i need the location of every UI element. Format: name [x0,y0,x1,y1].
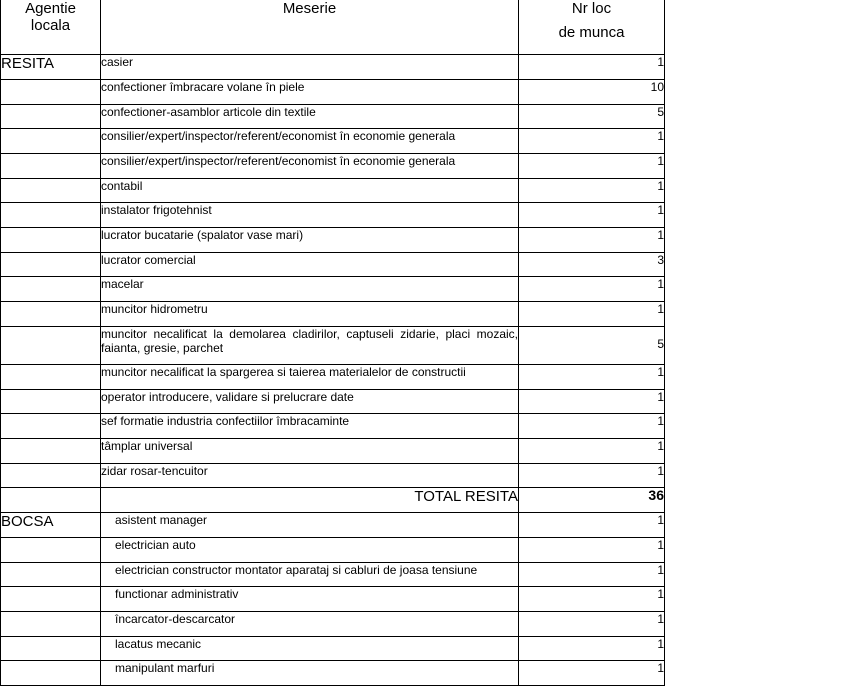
agency-cell [1,228,101,253]
agency-cell [1,537,101,562]
agency-cell: RESITA [1,55,101,80]
job-cell: electrician constructor montator aparataj si cabluri de joasa tensiune [101,562,519,587]
agency-cell [1,389,101,414]
table-row [1,414,665,439]
job-cell: operator introducere, validare si prelucrare date [101,389,519,414]
table-row [1,661,665,686]
agency-cell [1,439,101,464]
table-row [1,79,665,104]
job-cell: asistent manager [101,513,519,538]
agency-cell [1,587,101,612]
agency-cell [1,463,101,488]
job-cell: lucrator bucatarie (spalator vase mari) [101,228,519,253]
header-agency-line2: locala [30,17,71,34]
table-row [1,513,665,538]
agency-cell [1,104,101,129]
count-cell: 1 [519,365,665,390]
table-row [1,252,665,277]
count-cell: 1 [519,611,665,636]
job-cell: lucrator comercial [101,252,519,277]
job-cell: electrician auto [101,537,519,562]
table-row [1,302,665,327]
table-row [1,203,665,228]
table-header [1,0,665,55]
table-row [1,228,665,253]
count-cell: 3 [519,252,665,277]
job-cell: confectioner îmbracare volane în piele [101,79,519,104]
header-meserie-label: Meserie [282,0,337,17]
header-agency [1,0,101,55]
table-row [1,55,665,80]
job-cell: functionar administrativ [101,587,519,612]
count-cell: 5 [519,104,665,129]
table-row [1,636,665,661]
header-row [1,0,665,55]
count-cell: 10 [519,79,665,104]
count-cell: 1 [519,463,665,488]
header-positions-line2: de munca [558,24,625,41]
count-cell: 1 [519,55,665,80]
table-row [1,277,665,302]
count-cell: 1 [519,636,665,661]
header-positions [519,0,665,55]
agency-cell [1,203,101,228]
table-row [1,439,665,464]
total-row [1,488,665,513]
count-cell: 1 [519,537,665,562]
agency-cell [1,79,101,104]
agency-cell [1,562,101,587]
job-cell: manipulant marfuri [101,661,519,686]
job-cell: zidar rosar-tencuitor [101,463,519,488]
table-row [1,326,665,364]
count-cell: 1 [519,178,665,203]
job-cell: sef formatie industria confectiilor îmbracaminte [101,414,519,439]
job-cell: lacatus mecanic [101,636,519,661]
table-row [1,129,665,154]
agency-cell [1,178,101,203]
agency-cell [1,611,101,636]
agency-cell [1,414,101,439]
job-cell: consilier/expert/inspector/referent/economist în economie generala [101,129,519,154]
count-cell: 1 [519,389,665,414]
table-row [1,104,665,129]
vacancy-table-body [1,55,665,686]
agency-cell [1,488,101,513]
header-positions-line1: Nr loc [571,0,612,17]
table-row [1,178,665,203]
count-cell: 1 [519,414,665,439]
table-row [1,587,665,612]
job-cell: confectioner-asamblor articole din textile [101,104,519,129]
agency-cell [1,661,101,686]
job-cell: casier [101,55,519,80]
count-cell: 1 [519,513,665,538]
job-cell: contabil [101,178,519,203]
job-cell: muncitor hidrometru [101,302,519,327]
job-cell: macelar [101,277,519,302]
job-cell: muncitor necalificat la demolarea cladirilor, captuseli zidarie, placi mozaic, faianta, gresie, parchet [101,326,519,364]
count-cell: 1 [519,439,665,464]
count-cell: 1 [519,277,665,302]
count-cell: 1 [519,661,665,686]
job-cell: tâmplar universal [101,439,519,464]
table-row [1,562,665,587]
count-cell: 1 [519,562,665,587]
count-cell: 1 [519,302,665,327]
header-meserie [101,0,519,55]
agency-cell [1,129,101,154]
count-cell: 1 [519,228,665,253]
total-label-cell: TOTAL RESITA [101,488,519,513]
agency-cell [1,302,101,327]
header-agency-line1: Agentie [25,0,76,17]
table-row [1,537,665,562]
agency-cell: BOCSA [1,513,101,538]
job-cell: muncitor necalificat la spargerea si taierea materialelor de constructii [101,365,519,390]
count-cell: 1 [519,129,665,154]
count-cell: 1 [519,587,665,612]
job-cell: încarcator-descarcator [101,611,519,636]
table-row [1,389,665,414]
agency-cell [1,636,101,661]
agency-cell [1,252,101,277]
count-cell: 5 [519,326,665,364]
agency-cell [1,277,101,302]
agency-cell [1,326,101,364]
table-row [1,463,665,488]
count-cell: 36 [519,488,665,513]
table-row [1,611,665,636]
job-cell: instalator frigotehnist [101,203,519,228]
count-cell: 1 [519,153,665,178]
agency-cell [1,153,101,178]
count-cell: 1 [519,203,665,228]
table-row [1,153,665,178]
job-cell: consilier/expert/inspector/referent/economist în economie generala [101,153,519,178]
table-row [1,365,665,390]
agency-cell [1,365,101,390]
